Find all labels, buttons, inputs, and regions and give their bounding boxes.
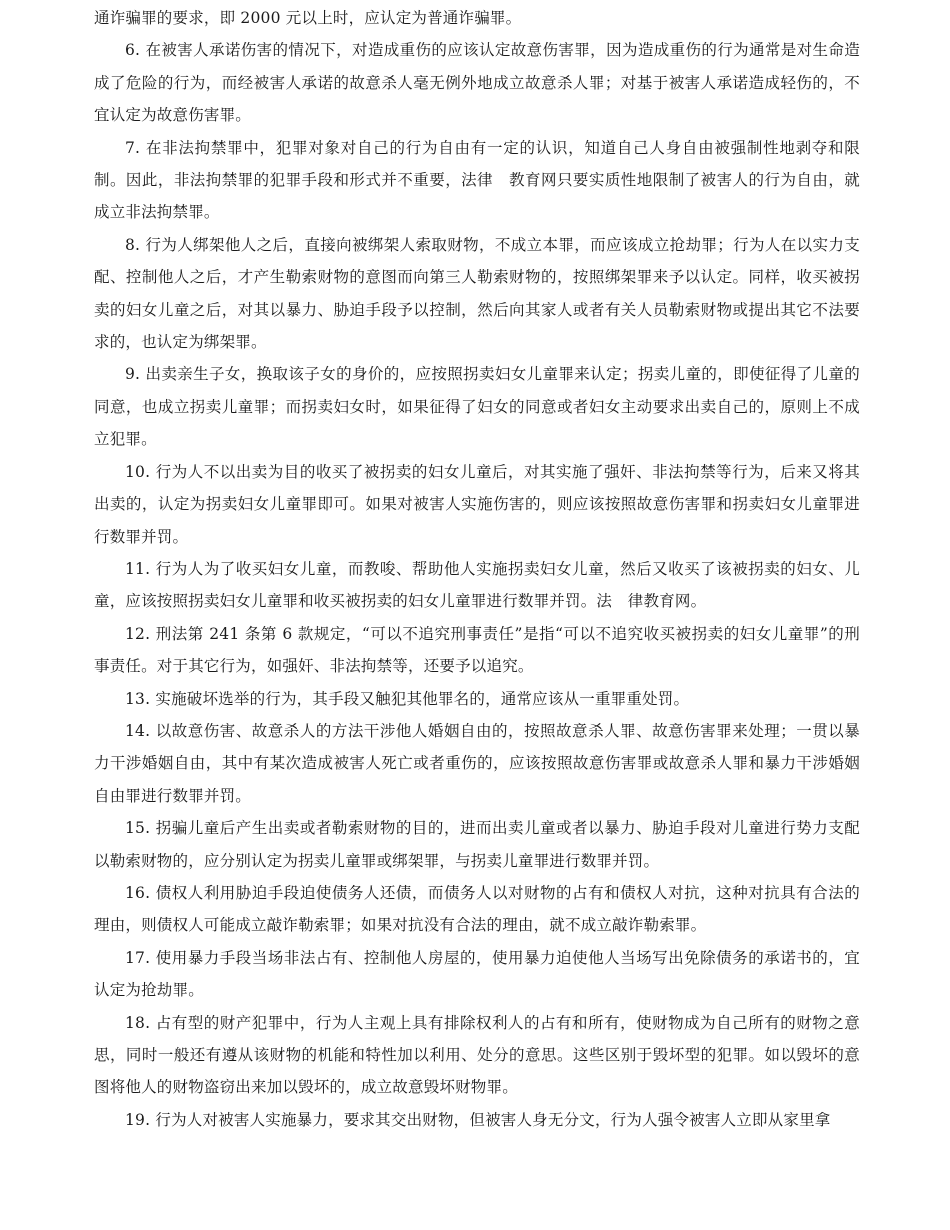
paragraph-item-9: 9. 出卖亲生子女，换取该子女的身价的，应按照拐卖妇女儿童罪来认定；拐卖儿童的，即使征得了儿童的同意，也成立拐卖儿童罪；而拐卖妇女时，如果征得了妇女的同意或者妇女主动要求出卖自己的，原则上不成立犯罪。 bbox=[94, 365, 860, 449]
paragraph-item-10: 10. 行为人不以出卖为目的收买了被拐卖的妇女儿童后，对其实施了强奸、非法拘禁等行为，后来又将其出卖的，认定为拐卖妇女儿童罪即可。如果对被害人实施伤害的，则应该按照故意伤害罪和拐卖妇女儿童罪进行数罪并罚。 bbox=[94, 462, 860, 546]
paragraph-item-11: 11. 行为人为了收买妇女儿童，而教唆、帮助他人实施拐卖妇女儿童，然后又收买了该被拐卖的妇女、儿童，应该按照拐卖妇女儿童罪和收买被拐卖的妇女儿童罪进行数罪并罚。法 律教育网。 bbox=[94, 559, 860, 611]
paragraph-item-12: 12. 刑法第 241 条第 6 款规定，“可以不追究刑事责任”是指“可以不追究收买被拐卖的妇女儿童罪”的刑事责任。对于其它行为，如强奸、非法拘禁等，还要予以追究。 bbox=[94, 624, 860, 676]
paragraph-item-15: 15. 拐骗儿童后产生出卖或者勒索财物的目的，进而出卖儿童或者以暴力、胁迫手段对儿童进行势力支配以勒索财物的，应分别认定为拐卖儿童罪或绑架罪，与拐卖儿童罪进行数罪并罚。 bbox=[94, 819, 860, 870]
paragraph-item-16: 16. 债权人利用胁迫手段迫使债务人还债，而债务人以对财物的占有和债权人对抗，这种对抗具有合法的理由，则债权人可能成立敲诈勒索罪；如果对抗没有合法的理由，就不成立敲诈勒索罪。 bbox=[94, 883, 860, 935]
paragraph-item-14: 14. 以故意伤害、故意杀人的方法干涉他人婚姻自由的，按照故意杀人罪、故意伤害罪来处理；一贯以暴力干涉婚姻自由，其中有某次造成被害人死亡或者重伤的，应该按照故意伤害罪或故意杀人罪和暴力干涉婚姻自由罪进行数罪并罚。 bbox=[94, 721, 860, 805]
paragraph-item-18: 18. 占有型的财产犯罪中，行为人主观上具有排除权利人的占有和所有，使财物成为自己所有的财物之意思，同时一般还有遵从该财物的机能和特性加以利用、处分的意思。这些区别于毁坏型的犯罪。如以毁坏的意图将他人的财物盗窃出来加以毁坏的，成立故意毁坏财物罪。 bbox=[94, 1013, 860, 1097]
paragraph-item-8: 8. 行为人绑架他人之后，直接向被绑架人索取财物，不成立本罪，而应该成立抢劫罪；行为人在以实力支配、控制他人之后，才产生勒索财物的意图而向第三人勒索财物的，按照绑架罪来予以认定。同样，收买被拐卖的妇女儿童之后，对其以暴力、胁迫手段予以控制，然后向其家人或者有关人员勒索财物或提出其它不法要求的，也认定为绑架罪。 bbox=[94, 235, 860, 352]
paragraph-continuation: 通诈骗罪的要求，即 2000 元以上时，应认定为普通诈骗罪。 bbox=[94, 9, 522, 27]
paragraph-item-13: 13. 实施破坏选举的行为，其手段又触犯其他罪名的，通常应该从一重罪重处罚。 bbox=[125, 689, 690, 708]
paragraph-item-6: 6. 在被害人承诺伤害的情况下，对造成重伤的应该认定故意伤害罪，因为造成重伤的行为通常是对生命造成了危险的行为，而经被害人承诺的故意杀人毫无例外地成立故意杀人罪；对基于被害人承诺造成轻伤的，不宜认定为故意伤害罪。 bbox=[94, 41, 860, 125]
paragraph-item-7: 7. 在非法拘禁罪中，犯罪对象对自己的行为自由有一定的认识，知道自己人身自由被强制性地剥夺和限制。因此，非法拘禁罪的犯罪手段和形式并不重要，法律 教育网只要实质性地限制了被害人的行为自由，就成立非法拘禁罪。 bbox=[94, 138, 860, 222]
paragraph-item-19: 19. 行为人对被害人实施暴力，要求其交出财物，但被害人身无分文，行为人强令被害人立即从家里拿 bbox=[125, 1110, 831, 1129]
document-body bbox=[94, 2, 860, 1136]
paragraph-item-17: 17. 使用暴力手段当场非法占有、控制他人房屋的，使用暴力迫使他人当场写出免除债务的承诺书的，宜认定为抢劫罪。 bbox=[94, 948, 860, 1000]
